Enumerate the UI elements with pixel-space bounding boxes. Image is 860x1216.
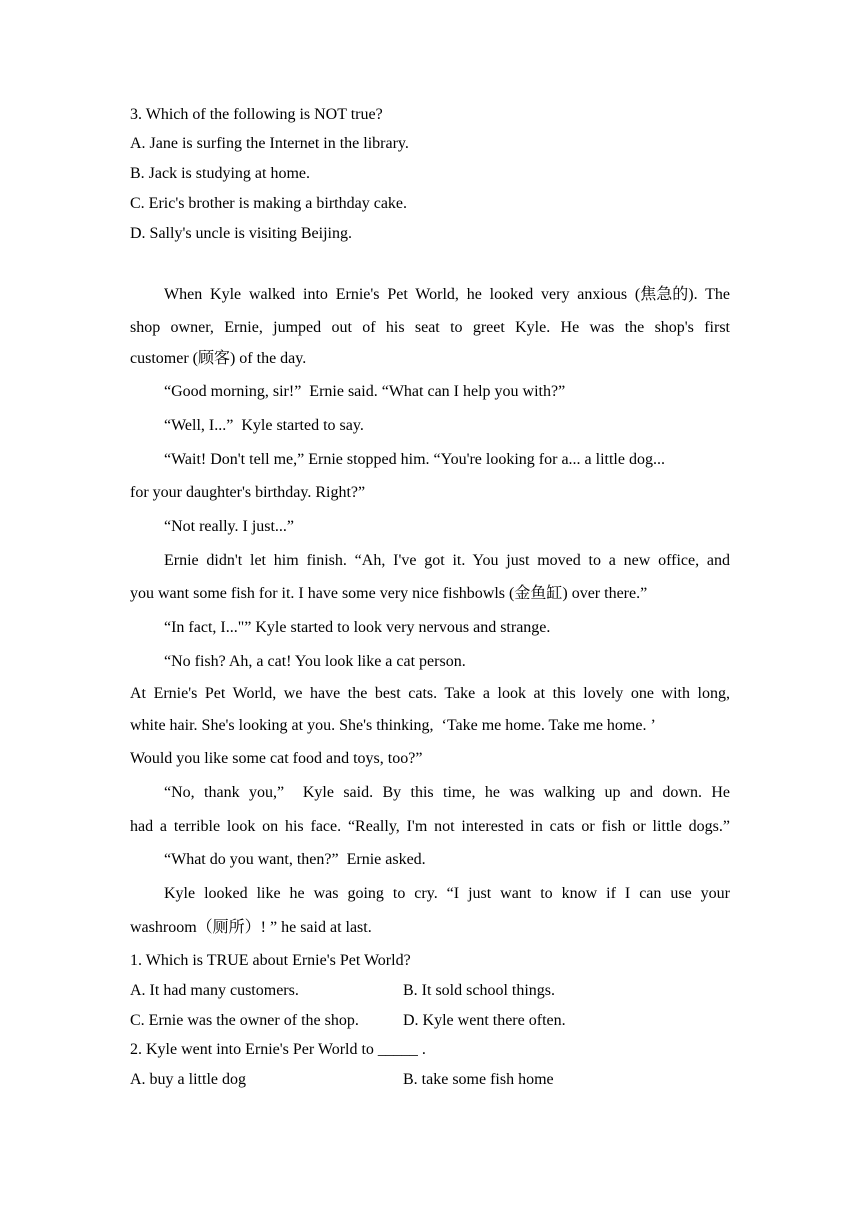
passage-line-11: “In fact, I..."” Kyle started to look very nervous and strange. — [164, 619, 551, 636]
question-3-option-c: C. Eric's brother is making a birthday cake. — [130, 195, 408, 212]
passage-line-14: white hair. She's looking at you. She's thinking, ‘Take me home. Take me home. ’ — [130, 717, 656, 734]
passage-line-9: Ernie didn't let him finish. “Ah, I've got it. You just moved to a new office, and — [164, 552, 730, 569]
question-1-text: 1. Which is TRUE about Ernie's Pet World? — [130, 952, 411, 969]
passage-line-2: shop owner, Ernie, jumped out of his seat to greet Kyle. He was the shop's first — [130, 319, 730, 336]
passage-line-10: you want some fish for it. I have some very nice fishbowls (金鱼缸) over there.” — [130, 585, 648, 602]
passage-line-3: customer (顾客) of the day. — [130, 350, 307, 367]
passage-line-5: “Well, I...” Kyle started to say. — [164, 417, 364, 434]
question-3-option-a: A. Jane is surfing the Internet in the library. — [130, 135, 409, 152]
question-3-option-d: D. Sally's uncle is visiting Beijing. — [130, 225, 352, 242]
question-1-option-b: B. It sold school things. — [403, 982, 556, 999]
question-3-option-b: B. Jack is studying at home. — [130, 165, 310, 182]
passage-line-12: “No fish? Ah, a cat! You look like a cat person. — [164, 653, 466, 670]
passage-line-4: “Good morning, sir!” Ernie said. “What can I help you with?” — [164, 383, 566, 400]
question-2-option-b: B. take some fish home — [403, 1071, 554, 1088]
passage-line-17: had a terrible look on his face. “Really, I'm not interested in cats or fish or little dogs.” — [130, 818, 730, 835]
passage-line-16: “No, thank you,” Kyle said. By this time, he was walking up and down. He — [164, 784, 730, 801]
question-2-text: 2. Kyle went into Ernie's Per World to _____ . — [130, 1041, 426, 1058]
question-1-option-a: A. It had many customers. — [130, 982, 299, 999]
passage-line-6: “Wait! Don't tell me,” Ernie stopped him. “You're looking for a... a little dog... — [164, 451, 665, 468]
question-2-option-a: A. buy a little dog — [130, 1071, 246, 1088]
passage-line-15: Would you like some cat food and toys, too?” — [130, 750, 423, 767]
passage-line-20: washroom（厕所）! ” he said at last. — [130, 919, 372, 936]
question-1-option-d: D. Kyle went there often. — [403, 1012, 566, 1029]
question-3-text: 3. Which of the following is NOT true? — [130, 106, 383, 123]
question-1-option-c: C. Ernie was the owner of the shop. — [130, 1012, 359, 1029]
passage-line-19: Kyle looked like he was going to cry. “I just want to know if I can use your — [164, 885, 730, 902]
passage-line-8: “Not really. I just...” — [164, 518, 295, 535]
passage-line-7: for your daughter's birthday. Right?” — [130, 484, 366, 501]
passage-line-13: At Ernie's Pet World, we have the best cats. Take a look at this lovely one with long, — [130, 685, 730, 702]
passage-line-1: When Kyle walked into Ernie's Pet World, he looked very anxious (焦急的). The — [164, 286, 730, 303]
passage-line-18: “What do you want, then?” Ernie asked. — [164, 851, 426, 868]
